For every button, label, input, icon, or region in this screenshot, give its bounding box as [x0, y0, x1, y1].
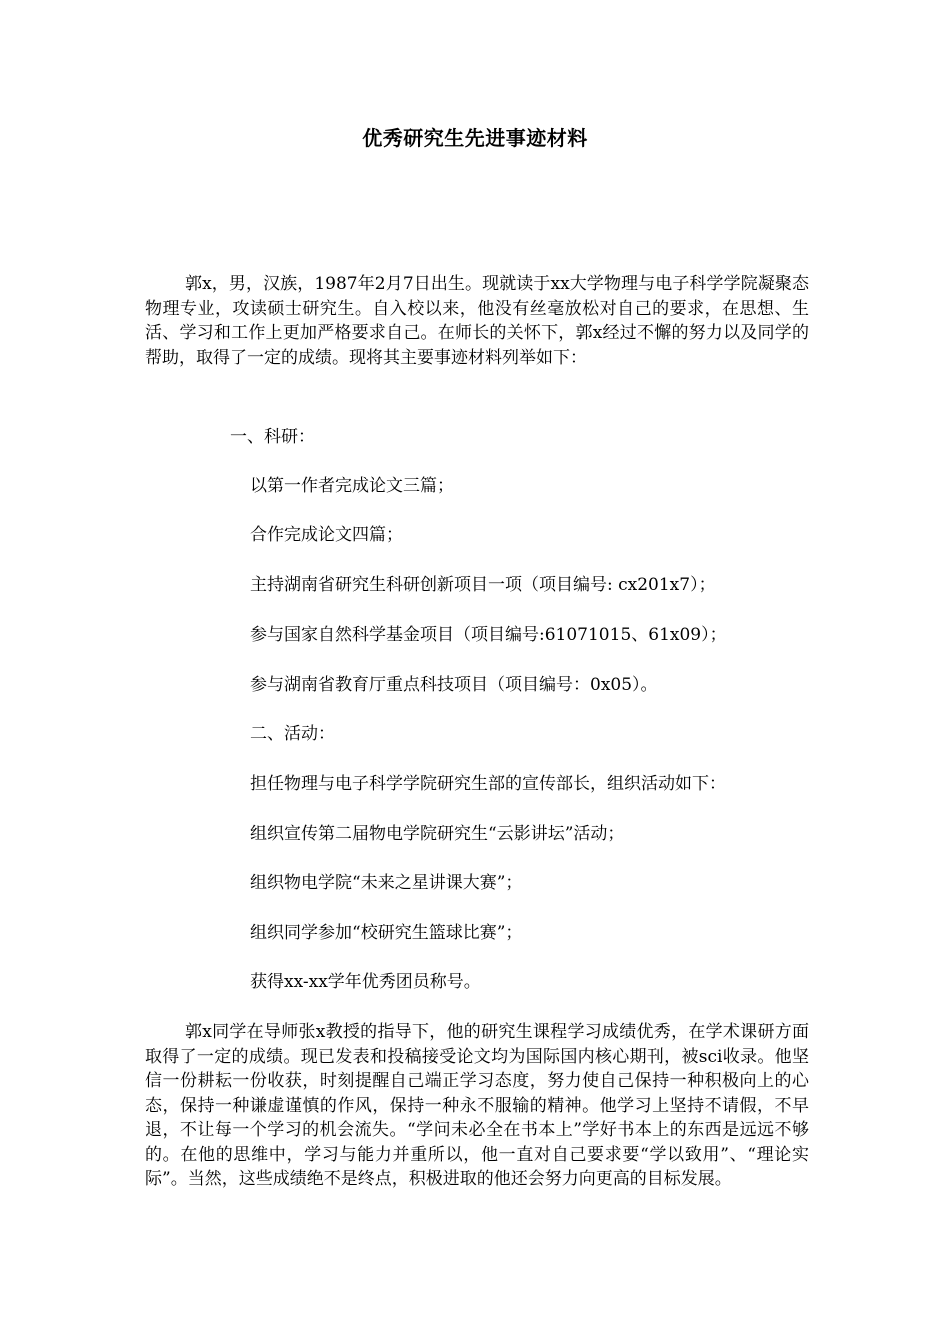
- activity-item: 组织宣传第二届物电学院研究生“云影讲坛”活动；: [250, 824, 625, 844]
- activity-item: 获得xx-xx学年优秀团员称号。: [250, 972, 481, 992]
- activity-item: 担任物理与电子科学学院研究生部的宣传部长，组织活动如下：: [250, 774, 726, 794]
- research-item: 合作完成论文四篇；: [250, 525, 403, 545]
- research-item: 参与湖南省教育厅重点科技项目（项目编号：0x05）。: [250, 675, 658, 695]
- section-heading-research: 一、科研：: [230, 427, 315, 447]
- activity-item: 组织物电学院“未来之星讲课大赛”；: [250, 873, 523, 893]
- section-heading-activities: 二、活动：: [250, 724, 335, 744]
- intro-paragraph: 郭x，男，汉族，1987年2月7日出生。现就读于xx大学物理与电子科学学院凝聚态物理专业，攻读硕士研究生。自入校以来，他没有丝毫放松对自己的要求，在思想、生活、学习和工作上更加严格要求自己。在师长的关怀下，郭x经过不懈的努力以及同学的帮助，取得了一定的成绩。现将其主要事迹材料列举如下：: [145, 274, 810, 368]
- research-item: 以第一作者完成论文三篇；: [250, 476, 454, 496]
- document-title: 优秀研究生先进事迹材料: [362, 126, 588, 150]
- research-item: 主持湖南省研究生科研创新项目一项（项目编号: cx201x7）；: [250, 575, 716, 595]
- activity-item: 组织同学参加“校研究生篮球比赛”；: [250, 923, 523, 943]
- research-item: 参与国家自然科学基金项目（项目编号:61071015、61x09）；: [250, 625, 727, 645]
- closing-paragraph: 郭x同学在导师张x教授的指导下，他的研究生课程学习成绩优秀，在学术课研方面取得了一定的成绩。现已发表和投稿接受论文均为国际国内核心期刊，被sci收录。他坚信一份耕耘一份收获，时刻提醒自己端正学习态度，努力使自己保持一种积极向上的心态，保持一种谦虚谨慎的作风，保持一种永不服输的精神。他学习上坚持不请假，不早退，不让每一个学习的机会流失。“学问未必全在书本上”学好书本上的东西是远远不够的。在他的思维中，学习与能力并重所以，他一直对自己要求要“学以致用”、“理论实际”。当然，这些成绩绝不是终点，积极进取的他还会努力向更高的目标发展。: [145, 1022, 809, 1189]
